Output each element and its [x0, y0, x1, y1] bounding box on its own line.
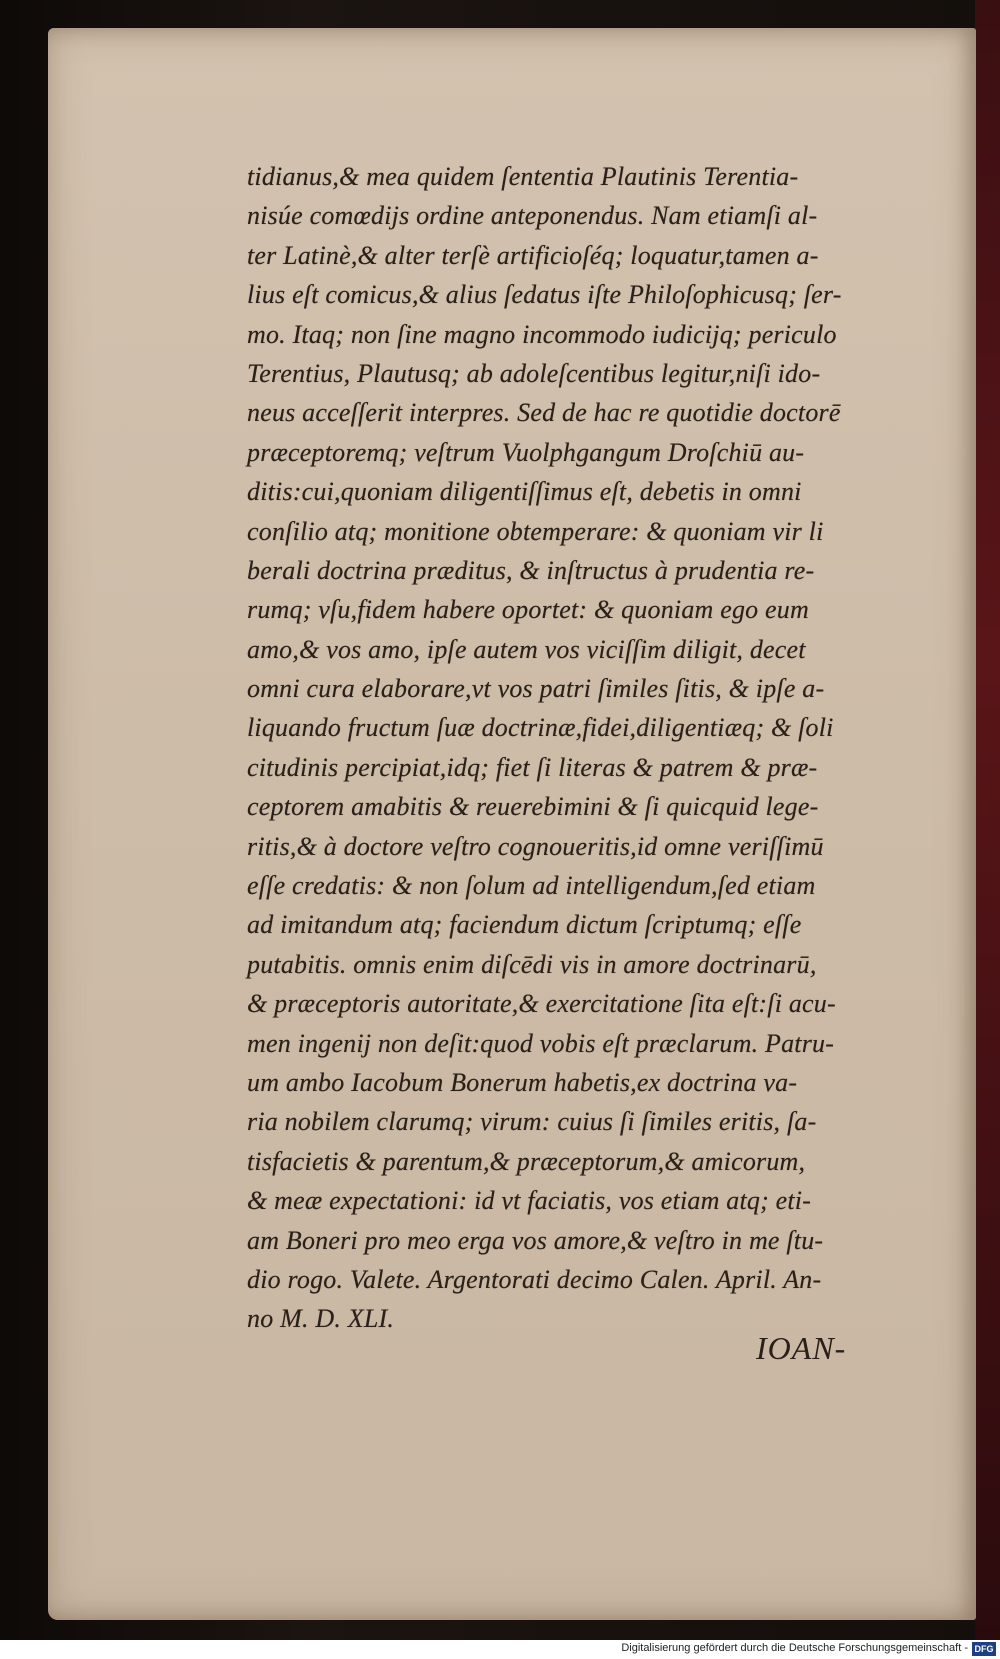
text-line-23: men ingenij non deſit:quod vobis eſt præclarum. Patru-	[247, 1028, 835, 1058]
text-line-19: eſſe credatis: & non ſolum ad intelligendum,ſed etiam	[247, 871, 816, 901]
text-line-26: tisfacietis & parentum,& præceptorum,& amicorum,	[247, 1146, 806, 1176]
text-line-2: nisúe comœdijs ordine anteponendus. Nam etiamſi al-	[247, 201, 818, 231]
text-line-20: ad imitandum atq; faciendum dictum ſcriptumq; eſſe	[247, 910, 802, 940]
text-line-4: lius eſt comicus,& alius ſedatus iſte Philoſophicusq; ſer-	[247, 280, 842, 310]
text-line-18: ritis,& à doctore veſtro cognoueritis,id omne veriſſimū	[247, 831, 824, 861]
text-line-30: no M. D. XLI.	[247, 1304, 395, 1334]
text-line-15: liquando fructum ſuæ doctrinæ,fidei,diligentiæq; & ſoli	[247, 713, 834, 743]
text-line-1: tidianus,& mea quidem ſententia Plautinis Terentia-	[247, 162, 799, 191]
text-line-11: berali doctrina præditus, & inſtructus à prudentia re-	[247, 555, 815, 585]
text-line-8: præceptoremq; veſtrum Vuolphgangum Droſchiū au-	[247, 437, 805, 467]
text-line-25: ria nobilem clarumq; virum: cuius ſi ſimiles eritis, ſa-	[247, 1107, 817, 1137]
text-line-9: ditis:cui,quoniam diligentiſſimus eſt, debetis in omni	[247, 477, 802, 507]
text-line-16: citudinis percipiat,idq; fiet ſi literas & patrem & præ-	[247, 752, 818, 782]
text-line-13: amo,& vos amo, ipſe autem vos viciſſim diligit, decet	[247, 634, 806, 664]
text-line-3: ter Latinè,& alter terſè artificioſéq; loquatur,tamen a-	[247, 240, 819, 270]
book-edge	[975, 0, 1000, 1640]
text-line-22: & præceptoris autoritate,& exercitatione ſita eſt:ſi acu-	[247, 989, 836, 1019]
text-line-28: am Boneri pro meo erga vos amore,& veſtro in me ſtu-	[247, 1225, 824, 1255]
footer-credit: Digitalisierung gefördert durch die Deutsche Forschungsgemeinschaft -	[621, 1642, 968, 1654]
text-line-27: & meæ expectationi: id vt faciatis, vos etiam atq; eti-	[247, 1186, 812, 1216]
text-line-12: rumq; vſu,fidem habere oportet: & quoniam ego eum	[247, 595, 809, 625]
body-text	[247, 157, 927, 1339]
text-line-17: ceptorem amabitis & reuerebimini & ſi quicquid lege-	[247, 792, 819, 822]
text-line-7: neus acceſſerit interpres. Sed de hac re quotidie doctorē	[247, 398, 841, 428]
text-line-29: dio rogo. Valete. Argentorati decimo Calen. April. An-	[247, 1264, 822, 1294]
text-line-24: um ambo Iacobum Bonerum habetis,ex doctrina va-	[247, 1067, 798, 1097]
text-line-6: Terentius, Plautusq; ab adoleſcentibus legitur,niſi ido-	[247, 358, 821, 388]
text-line-5: mo. Itaq; non ſine magno incommodo iudicijq; periculo	[247, 319, 837, 349]
digitization-footer	[0, 1640, 1000, 1659]
text-line-21: putabitis. omnis enim diſcēdi vis in amore doctrinarū,	[247, 949, 817, 979]
catchword: IOAN-	[756, 1330, 847, 1366]
text-line-10: conſilio atq; monitione obtemperare: & quoniam vir li	[247, 516, 824, 546]
dfg-logo: DFG	[972, 1642, 996, 1656]
text-line-14: omni cura elaborare,vt vos patri ſimiles ſitis, & ipſe a-	[247, 674, 825, 704]
